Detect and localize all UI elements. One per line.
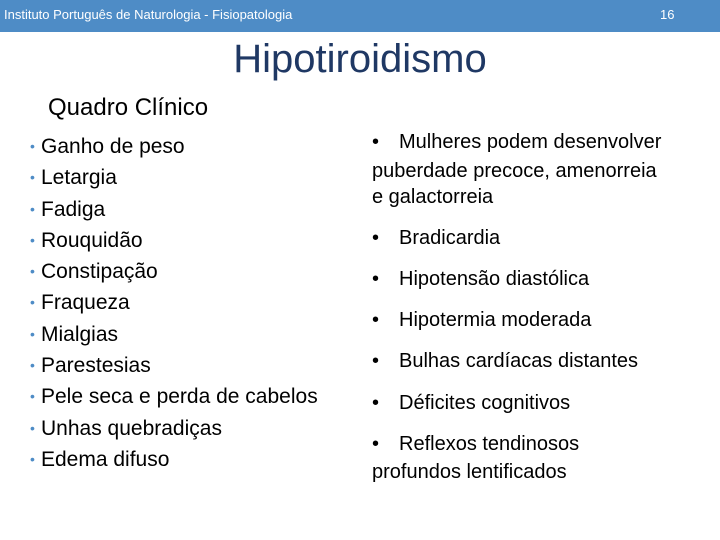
bullet-icon: •	[30, 263, 35, 280]
bullet-icon: •	[372, 309, 380, 331]
list-item	[30, 225, 318, 256]
right-item-label: Mulheres podem desenvolver	[399, 131, 662, 153]
bullet-icon: •	[372, 350, 380, 372]
right-item-label: Hipotensão diastólica	[399, 268, 590, 290]
list-item-label: Unhas quebradiças	[41, 416, 222, 440]
list-item	[30, 287, 318, 318]
right-item-line: e galactorreia	[372, 186, 494, 208]
bullet-icon: •	[30, 231, 35, 248]
bullet-icon: •	[372, 433, 380, 455]
bullet-icon: •	[372, 227, 380, 249]
right-item-line	[372, 128, 661, 157]
list-item	[30, 350, 318, 381]
bullet-icon: •	[30, 294, 35, 311]
list-item	[30, 413, 318, 444]
bullet-icon: •	[30, 388, 35, 405]
bullet-icon: •	[30, 450, 35, 467]
bullet-icon: •	[30, 419, 35, 436]
bullet-icon: •	[372, 392, 380, 414]
list-item-label: Mialgias	[41, 322, 119, 346]
right-item-line	[372, 389, 570, 418]
list-item-label: Rouquidão	[41, 228, 143, 252]
slide-title: Hipotiroidismo	[233, 37, 487, 81]
list-item	[30, 162, 318, 193]
slide-subtitle: Quadro Clínico	[48, 94, 209, 121]
bullet-icon: •	[30, 169, 35, 186]
symptom-list-left	[30, 131, 318, 475]
right-item-line: puberdade precoce, amenorreia	[372, 160, 657, 182]
right-item-line: profundos lentificados	[372, 461, 567, 483]
list-item-label: Fraqueza	[41, 291, 130, 315]
list-item-label: Parestesias	[41, 354, 151, 378]
right-item-label: Déficites cognitivos	[399, 392, 571, 414]
list-item-label: Fadiga	[41, 197, 106, 221]
bullet-icon: •	[30, 325, 35, 342]
right-item-label: Hipotermia moderada	[399, 309, 592, 331]
bullet-icon: •	[30, 200, 35, 217]
slide-number: 16	[660, 7, 675, 22]
list-item-label: Pele seca e perda de cabelos	[41, 385, 318, 409]
list-item-label: Edema difuso	[41, 447, 170, 471]
header-institution: Instituto Português de Naturologia - Fisiopatologia	[4, 7, 293, 22]
right-item-line	[372, 265, 589, 294]
list-item	[30, 319, 318, 350]
right-item-label: Reflexos tendinosos	[399, 433, 580, 455]
list-item-label: Letargia	[41, 166, 117, 190]
bullet-icon: •	[372, 268, 380, 290]
list-item	[30, 444, 318, 475]
header-bar	[0, 0, 720, 32]
right-item-line	[372, 430, 579, 459]
list-item-label: Ganho de peso	[41, 135, 185, 158]
list-item	[30, 381, 318, 412]
right-item-label: Bradicardia	[399, 227, 501, 249]
right-item-line	[372, 306, 591, 335]
list-item	[30, 131, 318, 162]
bullet-icon: •	[30, 357, 35, 374]
right-item-line	[372, 347, 638, 376]
list-item-label: Constipação	[41, 260, 158, 284]
bullet-icon: •	[372, 131, 380, 153]
right-item-line	[372, 224, 500, 253]
bullet-icon: •	[30, 138, 35, 154]
right-item-label: Bulhas cardíacas distantes	[399, 350, 639, 372]
list-item	[30, 194, 318, 225]
list-item	[30, 256, 318, 287]
